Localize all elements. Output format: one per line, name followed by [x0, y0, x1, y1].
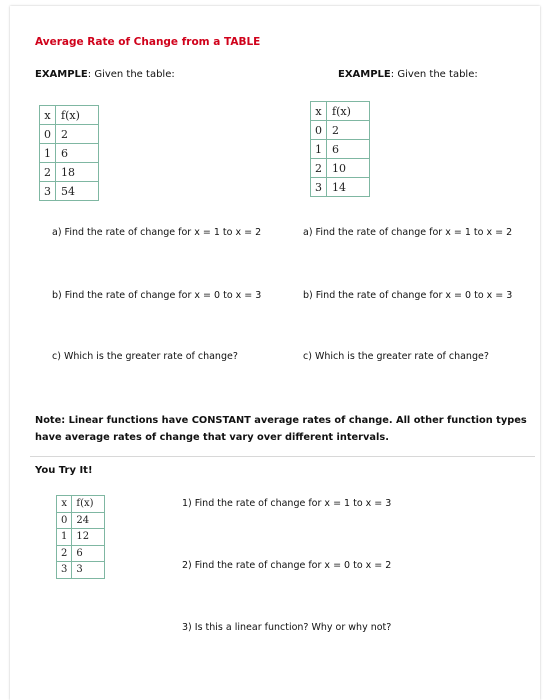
table-cell: 24 [72, 512, 105, 529]
linear-functions-note: Note: Linear functions have CONSTANT average rates of change. All other function types have average rates of change that vary over different intervals. [35, 415, 527, 443]
left-example-bold: EXAMPLE [35, 69, 88, 80]
table-row [40, 182, 99, 201]
table-cell: 14 [327, 178, 370, 197]
table-cell: 6 [327, 140, 370, 159]
you-try-heading: You Try It! [35, 465, 93, 476]
table-cell: 2 [57, 545, 72, 562]
table-row [40, 125, 99, 144]
table-row [311, 140, 370, 159]
table-header-fx: f(x) [327, 102, 370, 121]
right-example-bold: EXAMPLE [338, 69, 391, 80]
table-row [311, 121, 370, 140]
right-question-a: a) Find the rate of change for x = 1 to x = 2 [303, 227, 513, 238]
table-cell: 0 [311, 121, 327, 140]
left-example-label [35, 69, 175, 80]
table-cell: 54 [56, 182, 99, 201]
worksheet-page [10, 6, 540, 700]
you-try-table [56, 495, 105, 579]
table-header-x: x [311, 102, 327, 121]
table-cell: 10 [327, 159, 370, 178]
table-row [57, 545, 105, 562]
left-example-rest: : Given the table: [87, 69, 175, 80]
table-cell: 3 [57, 562, 72, 579]
table-row [57, 496, 105, 513]
section-divider [30, 456, 535, 457]
table-cell: 12 [72, 529, 105, 546]
table-row [57, 512, 105, 529]
table-header-x: x [40, 106, 56, 125]
table-header-fx: f(x) [56, 106, 99, 125]
table-row [311, 178, 370, 197]
table-cell: 2 [327, 121, 370, 140]
table-cell: 0 [40, 125, 56, 144]
table-cell: 1 [57, 529, 72, 546]
you-try-question-3: 3) Is this a linear function? Why or why not? [182, 622, 392, 633]
right-question-c: c) Which is the greater rate of change? [303, 351, 489, 362]
left-question-a: a) Find the rate of change for x = 1 to x = 2 [52, 227, 262, 238]
table-cell: 3 [72, 562, 105, 579]
table-header-fx: f(x) [72, 496, 105, 513]
table-row [311, 159, 370, 178]
you-try-question-1: 1) Find the rate of change for x = 1 to x = 3 [182, 498, 392, 509]
table-row [57, 562, 105, 579]
table-row [40, 144, 99, 163]
table-cell: 0 [57, 512, 72, 529]
table-cell: 2 [311, 159, 327, 178]
table-row [57, 529, 105, 546]
table-cell: 1 [311, 140, 327, 159]
right-example-label [338, 69, 478, 80]
table-header-x: x [57, 496, 72, 513]
you-try-question-2: 2) Find the rate of change for x = 0 to x = 2 [182, 560, 392, 571]
left-question-c: c) Which is the greater rate of change? [52, 351, 238, 362]
left-question-b: b) Find the rate of change for x = 0 to x = 3 [52, 290, 262, 301]
table-row [40, 163, 99, 182]
table-cell: 6 [56, 144, 99, 163]
table-row [311, 102, 370, 121]
table-cell: 2 [56, 125, 99, 144]
table-row [40, 106, 99, 125]
table-cell: 2 [40, 163, 56, 182]
worksheet-title: Average Rate of Change from a TABLE [35, 36, 261, 48]
table-cell: 18 [56, 163, 99, 182]
right-example-table [310, 101, 370, 197]
table-cell: 1 [40, 144, 56, 163]
right-question-b: b) Find the rate of change for x = 0 to x = 3 [303, 290, 513, 301]
table-cell: 6 [72, 545, 105, 562]
table-cell: 3 [311, 178, 327, 197]
table-cell: 3 [40, 182, 56, 201]
right-example-rest: : Given the table: [390, 69, 478, 80]
left-example-table [39, 105, 99, 201]
